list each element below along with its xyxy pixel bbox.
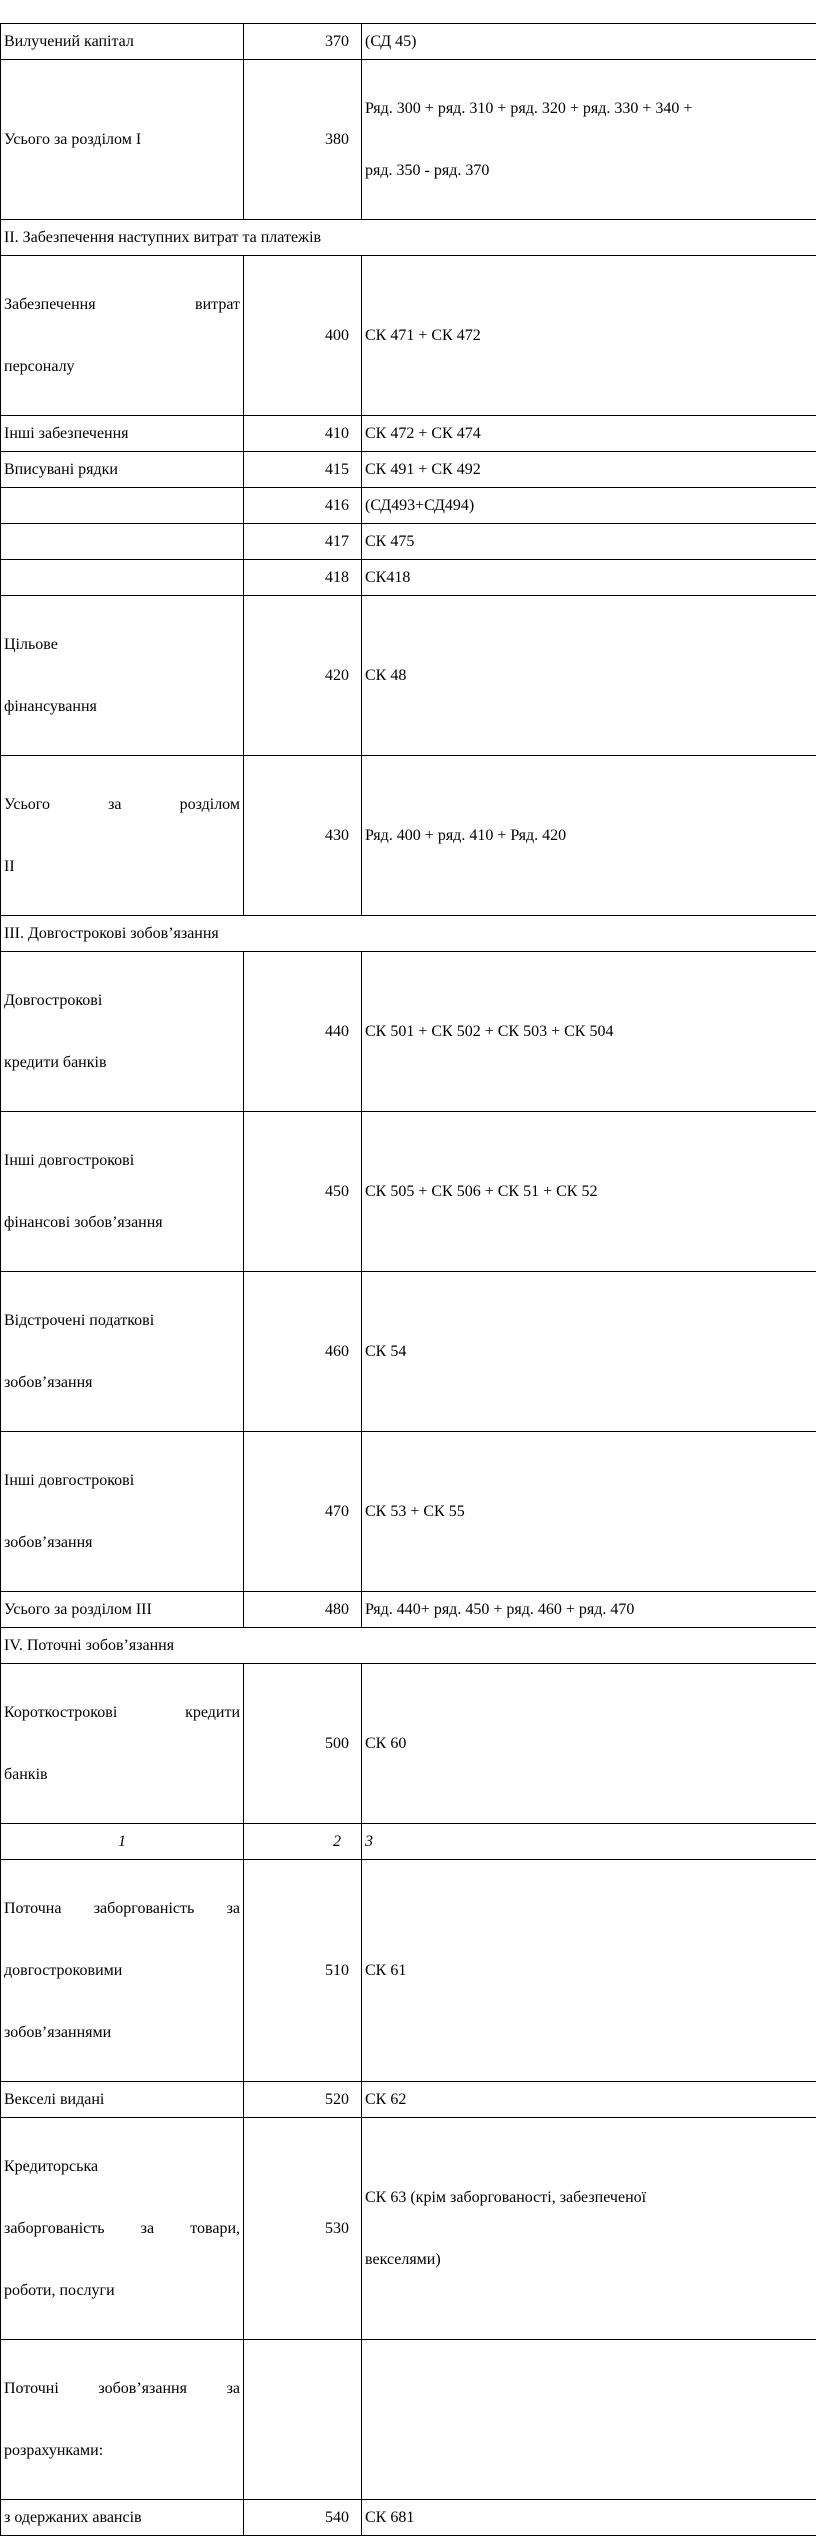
table-row — [1, 452, 816, 488]
row-code: 500 — [244, 1664, 362, 1824]
row-name — [1, 524, 244, 560]
section-title: IV. Поточні зобов’язання — [1, 1628, 816, 1664]
formula-line: ряд. 350 - ряд. 370 — [365, 155, 813, 186]
row-formula: СК 475 — [362, 524, 816, 560]
table-row — [1, 488, 816, 524]
name-line: Забезпечення витрат — [4, 289, 240, 320]
row-name: Інші забезпечення — [1, 416, 244, 452]
name-line: розрахунками: — [4, 2435, 240, 2466]
formula-line: векселями) — [365, 2244, 813, 2275]
row-formula: СК 491 + СК 492 — [362, 452, 816, 488]
row-formula: СК 54 — [362, 1272, 816, 1432]
table-row — [1, 416, 816, 452]
table-row — [1, 2082, 816, 2118]
formula-line: СК 63 (крім заборгованості, забезпеченої — [365, 2182, 813, 2213]
name-line: Інші довгострокові — [4, 1145, 240, 1176]
table-row — [1, 952, 816, 1112]
table-row — [1, 2500, 816, 2536]
table-row — [1, 560, 816, 596]
row-name — [1, 256, 244, 416]
row-formula: СК 53 + СК 55 — [362, 1432, 816, 1592]
row-code: 520 — [244, 2082, 362, 2118]
balance-formula-table — [0, 23, 816, 2536]
name-line: фінансові зобов’язання — [4, 1207, 240, 1238]
table-row — [1, 596, 816, 756]
row-code — [244, 2340, 362, 2500]
row-code: 417 — [244, 524, 362, 560]
name-line: довгостроковими — [4, 1955, 240, 1986]
table-row — [1, 524, 816, 560]
row-code: 410 — [244, 416, 362, 452]
row-name — [1, 596, 244, 756]
row-name — [1, 756, 244, 916]
row-code: 430 — [244, 756, 362, 916]
name-line: Відстрочені податкові — [4, 1305, 240, 1336]
row-name: Векселі видані — [1, 2082, 244, 2118]
row-name: з одержаних авансів — [1, 2500, 244, 2536]
table-row — [1, 1860, 816, 2082]
name-line: кредити банків — [4, 1047, 240, 1078]
name-line: заборгованість за товари, — [4, 2213, 240, 2244]
row-formula — [362, 60, 816, 220]
name-line: фінансування — [4, 691, 240, 722]
row-formula: Ряд. 440+ ряд. 450 + ряд. 460 + ряд. 470 — [362, 1592, 816, 1628]
formula-line: Ряд. 300 + ряд. 310 + ряд. 320 + ряд. 330 + 340 + — [365, 93, 813, 124]
name-line: персоналу — [4, 351, 240, 382]
row-formula: СК 60 — [362, 1664, 816, 1824]
name-line: зобов’язання — [4, 1367, 240, 1398]
row-formula: СК418 — [362, 560, 816, 596]
table-row — [1, 256, 816, 416]
name-line: зобов’язання — [4, 1527, 240, 1558]
table-row — [1, 1664, 816, 1824]
row-code: 415 — [244, 452, 362, 488]
row-code: 370 — [244, 24, 362, 60]
table-row — [1, 2340, 816, 2500]
row-formula — [362, 2340, 816, 2500]
row-code: 380 — [244, 60, 362, 220]
row-formula: СК 48 — [362, 596, 816, 756]
row-code: 400 — [244, 256, 362, 416]
section-row — [1, 220, 816, 256]
row-formula: СК 472 + СК 474 — [362, 416, 816, 452]
row-formula: (СД 45) — [362, 24, 816, 60]
row-code: 540 — [244, 2500, 362, 2536]
table-row — [1, 756, 816, 916]
row-formula: СК 62 — [362, 2082, 816, 2118]
row-formula — [362, 2118, 816, 2340]
row-formula: СК 505 + СК 506 + СК 51 + СК 52 — [362, 1112, 816, 1272]
table-row — [1, 24, 816, 60]
row-name — [1, 1272, 244, 1432]
row-code: 470 — [244, 1432, 362, 1592]
row-name — [1, 560, 244, 596]
row-formula: СК 681 — [362, 2500, 816, 2536]
row-code: 460 — [244, 1272, 362, 1432]
name-line: Поточні зобов’язання за — [4, 2373, 240, 2404]
row-formula: (СД493+СД494) — [362, 488, 816, 524]
row-name — [1, 2118, 244, 2340]
name-line: II — [4, 851, 240, 882]
name-line: роботи, послуги — [4, 2275, 240, 2306]
name-line: Інші довгострокові — [4, 1465, 240, 1496]
name-line: Кредиторська — [4, 2151, 240, 2182]
column-number-row — [1, 1824, 816, 1860]
row-name — [1, 1664, 244, 1824]
name-line: Довгострокові — [4, 985, 240, 1016]
row-code: 440 — [244, 952, 362, 1112]
column-number: 2 — [244, 1824, 362, 1860]
name-line: Короткострокові кредити — [4, 1697, 240, 1728]
row-formula: СК 61 — [362, 1860, 816, 2082]
row-name — [1, 952, 244, 1112]
row-name — [1, 1432, 244, 1592]
row-formula: Ряд. 400 + ряд. 410 + Ряд. 420 — [362, 756, 816, 916]
table-row — [1, 60, 816, 220]
row-code: 420 — [244, 596, 362, 756]
row-name: Усього за розділом III — [1, 1592, 244, 1628]
row-name: Усього за розділом I — [1, 60, 244, 220]
row-name — [1, 1112, 244, 1272]
section-row — [1, 916, 816, 952]
row-name: Вписувані рядки — [1, 452, 244, 488]
row-code: 480 — [244, 1592, 362, 1628]
table-row — [1, 1112, 816, 1272]
name-line: банків — [4, 1759, 240, 1790]
column-number: 1 — [1, 1824, 244, 1860]
name-line: зобов’язаннями — [4, 2017, 240, 2048]
name-line: Поточна заборгованість за — [4, 1893, 240, 1924]
row-name — [1, 2340, 244, 2500]
row-name: Вилучений капітал — [1, 24, 244, 60]
row-code: 530 — [244, 2118, 362, 2340]
name-line: Цільове — [4, 629, 240, 660]
section-row — [1, 1628, 816, 1664]
row-code: 418 — [244, 560, 362, 596]
row-code: 450 — [244, 1112, 362, 1272]
table-row — [1, 2118, 816, 2340]
row-formula: СК 471 + СК 472 — [362, 256, 816, 416]
row-name — [1, 1860, 244, 2082]
name-line: Усього за розділом — [4, 789, 240, 820]
table-row — [1, 1432, 816, 1592]
row-code: 510 — [244, 1860, 362, 2082]
row-name — [1, 488, 244, 524]
table-row — [1, 1272, 816, 1432]
section-title: III. Довгострокові зобов’язання — [1, 916, 816, 952]
row-code: 416 — [244, 488, 362, 524]
table-row — [1, 1592, 816, 1628]
column-number: 3 — [362, 1824, 816, 1860]
section-title: II. Забезпечення наступних витрат та платежів — [1, 220, 816, 256]
row-formula: СК 501 + СК 502 + СК 503 + СК 504 — [362, 952, 816, 1112]
